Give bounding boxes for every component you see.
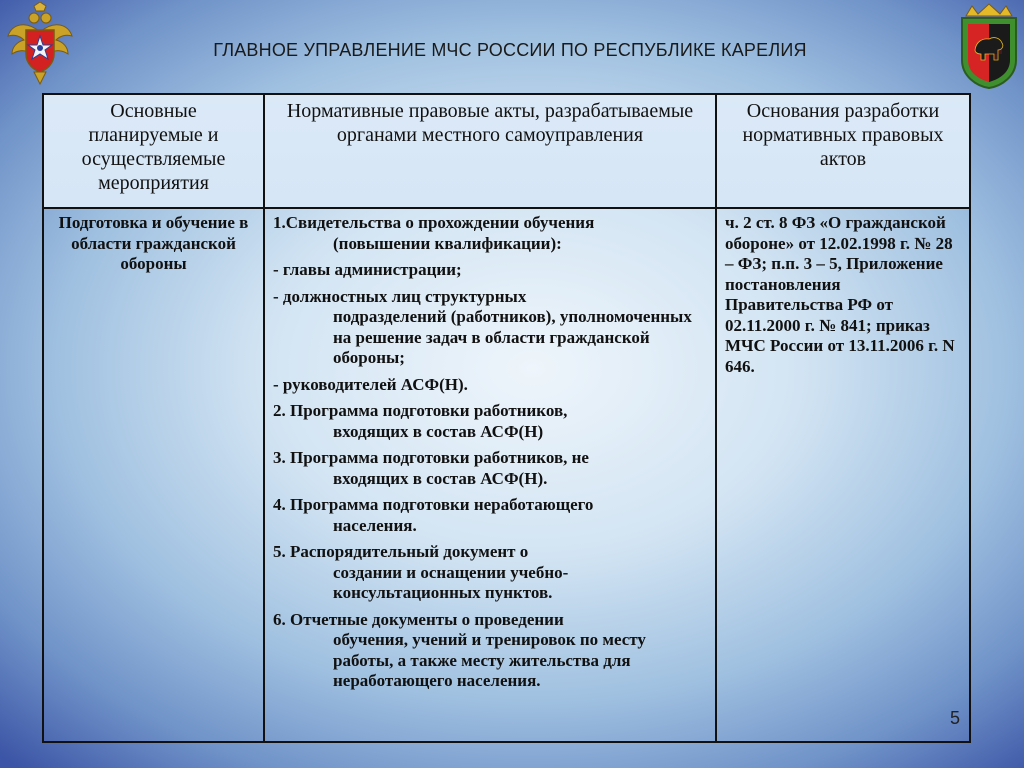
karelia-coat-of-arms-icon xyxy=(958,2,1020,90)
mchs-emblem-icon xyxy=(6,2,74,86)
column-header-activities: Основные планируемые и осуществляемые мероприятия xyxy=(43,94,264,208)
column-header-legal-acts: Нормативные правовые акты, разрабатываемые органами местного самоуправления xyxy=(264,94,716,208)
list-item: 1.Свидетельства о прохождении обучения (повышении квалификации): xyxy=(273,213,595,253)
list-item: 6. Отчетные документы о проведении обучения, учений и тренировок по месту работы, а также месту жительства для неработающего населения. xyxy=(273,609,646,690)
list-item: 4. Программа подготовки неработающего населения. xyxy=(273,495,594,535)
list-item: - главы администрации; xyxy=(273,260,462,279)
legal-acts-cell xyxy=(264,208,716,742)
regulations-table xyxy=(42,93,971,743)
list-item: 3. Программа подготовки работников, не входящих в состав АСФ(Н). xyxy=(273,448,589,488)
list-item: - руководителей АСФ(Н). xyxy=(273,374,468,394)
activity-cell: Подготовка и обучение в области гражданской обороны xyxy=(43,208,264,742)
slide-title: ГЛАВНОЕ УПРАВЛЕНИЕ МЧС РОССИИ ПО РЕСПУБЛИКЕ КАРЕЛИЯ xyxy=(213,40,807,60)
table-row xyxy=(43,208,970,742)
page-number: 5 xyxy=(950,708,961,728)
table-header-row xyxy=(43,94,970,208)
list-item: - должностных лиц структурных подразделений (работников), уполномоченных на решение задач в области гражданской обороны; xyxy=(273,286,692,367)
list-item: 2. Программа подготовки работников, входящих в состав АСФ(Н) xyxy=(273,401,568,441)
grounds-cell: ч. 2 ст. 8 ФЗ «О гражданской обороне» от 12.02.1998 г. № 28 – ФЗ; п.п. 3 – 5, Приложение постановления Правительства РФ от 02.11.2000 г. № 841; приказ МЧС России от 13.11.2006 г. N 646. xyxy=(716,208,970,742)
column-header-grounds: Основания разработки нормативных правовых актов xyxy=(716,94,970,208)
list-item: 5. Распорядительный документ о создании и оснащении учебно-консультационных пунктов. xyxy=(273,542,569,602)
